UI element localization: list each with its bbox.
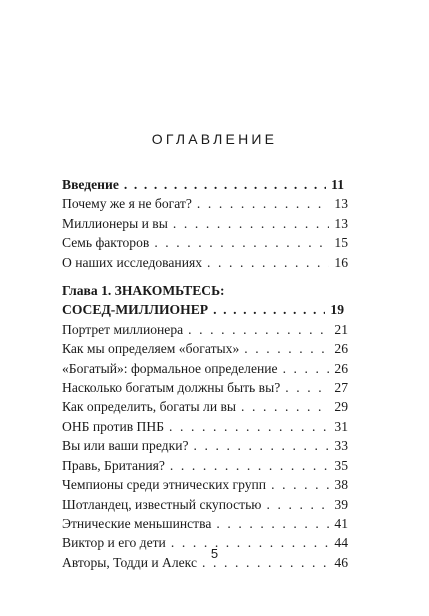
table-of-contents xyxy=(62,175,348,572)
toc-heading-page: 11 xyxy=(331,177,344,192)
chapter-heading-line1[interactable]: Глава 1. ЗНАКОМЬТЕСЬ: xyxy=(62,283,225,299)
toc-item-page: 15 xyxy=(334,235,348,251)
leader-dots xyxy=(271,475,329,494)
section-gap xyxy=(62,272,348,281)
toc-item-title: Миллионеры и вы xyxy=(62,215,168,231)
toc-heading-page: 19 xyxy=(330,302,344,318)
leader-dots xyxy=(216,514,329,533)
toc-item-title: Этнические меньшинства xyxy=(62,515,212,531)
toc-item-title: Семь факторов xyxy=(62,235,150,251)
toc-item-page: 35 xyxy=(334,457,348,473)
toc-item-title: «Богатый»: формальное определение xyxy=(62,360,278,376)
toc-item-page: 38 xyxy=(334,477,348,493)
toc-item-page: 13 xyxy=(334,196,348,212)
toc-heading-intro[interactable] xyxy=(62,175,348,194)
toc-item[interactable] xyxy=(62,475,348,494)
toc-item-title: Виктор и его дети xyxy=(62,535,166,551)
toc-item-page: 27 xyxy=(334,380,348,396)
toc-item[interactable] xyxy=(62,456,348,475)
toc-item[interactable] xyxy=(62,233,348,252)
toc-item-page: 44 xyxy=(334,535,348,551)
toc-item-title: Вы или ваши предки? xyxy=(62,438,189,454)
toc-item-title: Как определить, богаты ли вы xyxy=(62,399,237,415)
toc-item-page: 21 xyxy=(334,321,348,337)
toc-item-page: 41 xyxy=(334,515,348,531)
leader-dots xyxy=(207,253,329,272)
toc-item-title: Шотландец, известный скупостью xyxy=(62,496,262,512)
toc-item-title: Почему же я не богат? xyxy=(62,196,192,212)
toc-item-title: Правь, Британия? xyxy=(62,457,165,473)
leader-dots xyxy=(124,175,326,194)
toc-item[interactable] xyxy=(62,194,348,213)
toc-item-page: 13 xyxy=(334,215,348,231)
toc-item-page: 31 xyxy=(334,418,348,434)
leader-dots xyxy=(241,397,329,416)
page-number: 5 xyxy=(210,546,219,561)
toc-item-title: Насколько богатым должны быть вы? xyxy=(62,380,281,396)
toc-item-title: О наших исследованиях xyxy=(62,254,203,270)
toc-item[interactable] xyxy=(62,214,348,233)
toc-item[interactable] xyxy=(62,359,348,378)
toc-item[interactable] xyxy=(62,378,348,397)
leader-dots xyxy=(283,359,330,378)
toc-item-page: 33 xyxy=(334,438,348,454)
leader-dots xyxy=(194,436,330,455)
toc-item-page: 29 xyxy=(334,399,348,415)
toc-item[interactable] xyxy=(62,495,348,514)
toc-item-title: Портрет миллионера xyxy=(62,321,184,337)
toc-item-title: Авторы, Тодди и Алекс xyxy=(62,554,197,570)
leader-dots xyxy=(244,339,329,358)
toc-heading-chapter1[interactable] xyxy=(62,300,348,319)
toc-item-title: Как мы определяем «богатых» xyxy=(62,341,240,357)
leader-dots xyxy=(154,233,329,252)
toc-item-page: 26 xyxy=(334,360,348,376)
leader-dots xyxy=(197,194,330,213)
toc-item-page: 16 xyxy=(334,254,348,270)
chapter-heading-line2: СОСЕД-МИЛЛИОНЕР xyxy=(62,302,209,318)
toc-item[interactable] xyxy=(62,397,348,416)
leader-dots xyxy=(188,320,329,339)
toc-title: ОГЛАВЛЕНИЕ xyxy=(151,131,278,147)
toc-item[interactable] xyxy=(62,436,348,455)
toc-item-page: 39 xyxy=(334,496,348,512)
leader-dots xyxy=(266,495,329,514)
toc-item[interactable] xyxy=(62,417,348,436)
toc-item-page: 46 xyxy=(334,554,348,570)
toc-item-page: 26 xyxy=(334,341,348,357)
leader-dots xyxy=(173,214,330,233)
toc-item[interactable] xyxy=(62,514,348,533)
toc-item[interactable] xyxy=(62,320,348,339)
toc-item[interactable] xyxy=(62,339,348,358)
toc-item-title: Чемпионы среди этнических групп xyxy=(62,477,267,493)
toc-heading-title: Введение xyxy=(62,177,119,192)
toc-item-title: ОНБ против ПНБ xyxy=(62,418,164,434)
leader-dots xyxy=(213,300,325,319)
leader-dots xyxy=(169,417,329,436)
leader-dots xyxy=(170,456,329,475)
toc-item[interactable] xyxy=(62,253,348,272)
leader-dots xyxy=(285,378,329,397)
